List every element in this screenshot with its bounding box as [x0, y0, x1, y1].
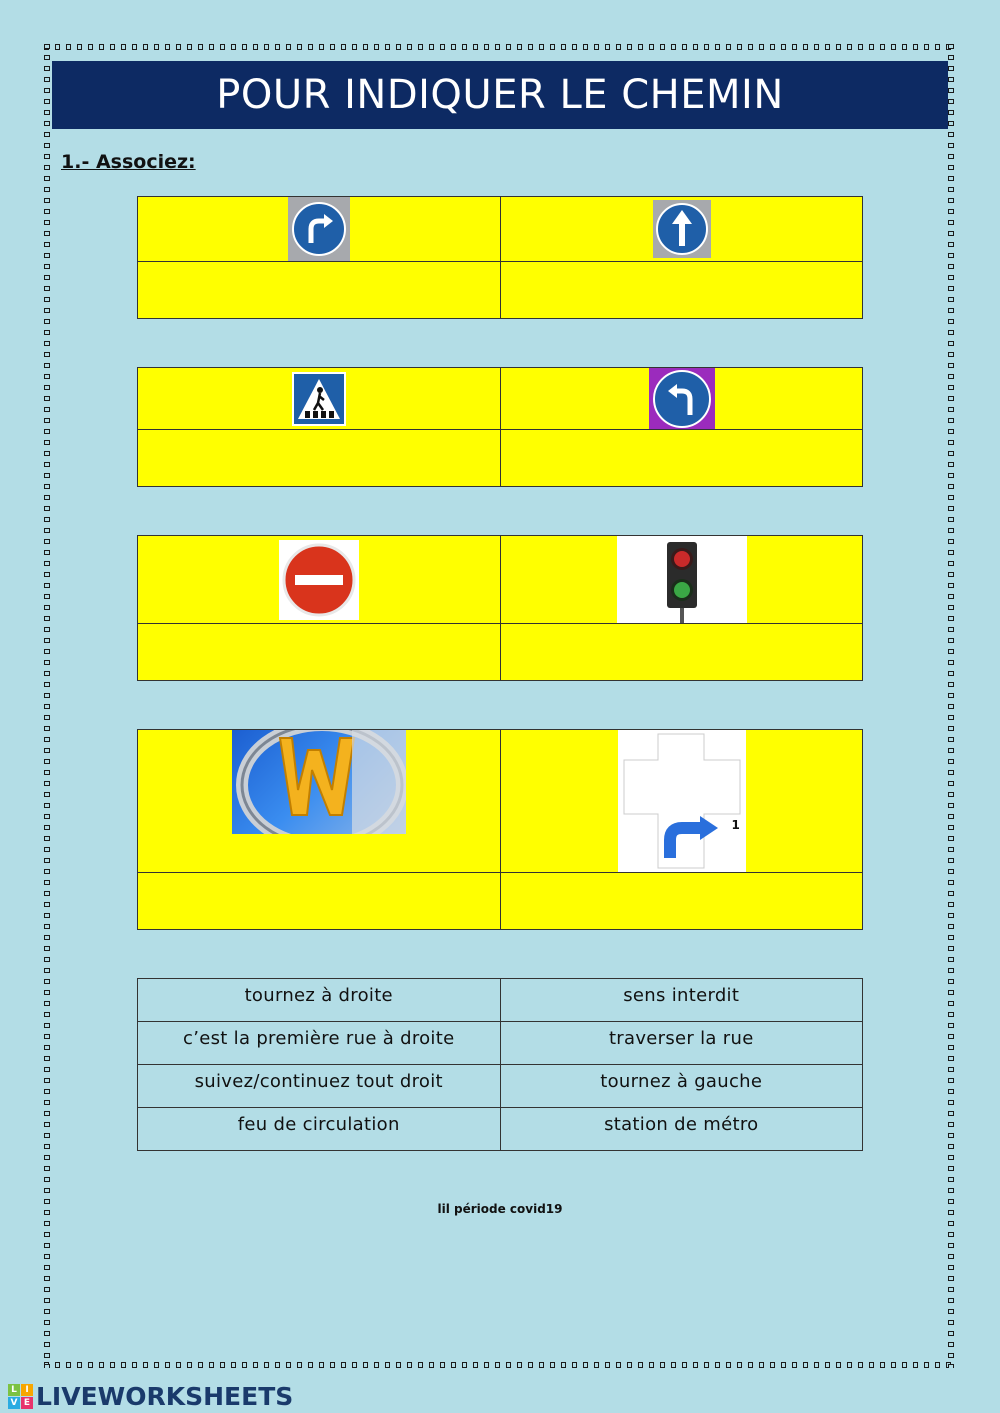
vocab-item[interactable]: feu de circulation — [138, 1108, 501, 1151]
pedestrian-crossing-sign-icon — [292, 372, 346, 426]
table-row — [138, 1022, 863, 1065]
sign-cell — [138, 536, 500, 623]
first-street-right-map-icon — [618, 730, 746, 872]
answer-drop-zone[interactable] — [138, 262, 500, 318]
brand-logo — [8, 1382, 293, 1411]
logo-letter: L — [8, 1384, 20, 1396]
vocab-item[interactable]: traverser la rue — [500, 1022, 863, 1065]
sign-grid-4 — [137, 729, 863, 930]
sign-grid-1 — [137, 196, 863, 319]
vocab-item[interactable]: suivez/continuez tout droit — [138, 1065, 501, 1108]
table-row — [138, 1065, 863, 1108]
sign-cell — [138, 368, 500, 429]
table-row — [138, 1108, 863, 1151]
page-title: POUR INDIQUER LE CHEMIN — [52, 61, 948, 129]
sign-cell — [500, 730, 862, 872]
sign-cell — [500, 368, 862, 429]
frame-top-border — [44, 44, 956, 50]
sign-grid-3 — [137, 535, 863, 681]
table-row — [138, 979, 863, 1022]
footer-note: lil période covid19 — [437, 1202, 563, 1216]
sign-cell — [500, 536, 862, 623]
vocab-item[interactable]: station de métro — [500, 1108, 863, 1151]
turn-left-sign-icon — [649, 368, 715, 429]
turn-right-sign-icon — [288, 197, 350, 261]
answer-drop-zone[interactable] — [138, 624, 500, 680]
vocab-item[interactable]: tournez à droite — [138, 979, 501, 1022]
sign-cell — [500, 197, 862, 261]
exercise-heading: 1.- Associez: — [61, 151, 196, 173]
no-entry-sign-icon — [279, 540, 359, 620]
logo-letter: V — [8, 1397, 20, 1409]
map-step-label: 1 — [731, 818, 740, 832]
sign-cell — [138, 730, 500, 872]
logo-letter: E — [21, 1397, 33, 1409]
frame-left-border — [44, 44, 50, 1368]
straight-ahead-sign-icon — [653, 200, 711, 258]
answer-drop-zone[interactable] — [138, 430, 500, 486]
liveworksheets-logo-icon — [8, 1384, 33, 1409]
frame-right-border — [948, 44, 954, 1368]
vocabulary-table — [137, 978, 863, 1151]
vocab-item[interactable]: tournez à gauche — [500, 1065, 863, 1108]
answer-drop-zone[interactable] — [500, 430, 862, 486]
vocab-item[interactable]: sens interdit — [500, 979, 863, 1022]
answer-drop-zone[interactable] — [138, 873, 500, 929]
sign-grid-2 — [137, 367, 863, 487]
answer-drop-zone[interactable] — [500, 873, 862, 929]
answer-drop-zone[interactable] — [500, 624, 862, 680]
sign-cell — [138, 197, 500, 261]
vocab-item[interactable]: c’est la première rue à droite — [138, 1022, 501, 1065]
brand-name: LIVEWORKSHEETS — [36, 1382, 294, 1411]
logo-letter: I — [21, 1384, 33, 1396]
frame-bottom-border — [44, 1362, 956, 1368]
answer-drop-zone[interactable] — [500, 262, 862, 318]
metro-station-logo-icon — [232, 730, 406, 834]
traffic-light-icon — [617, 536, 747, 623]
